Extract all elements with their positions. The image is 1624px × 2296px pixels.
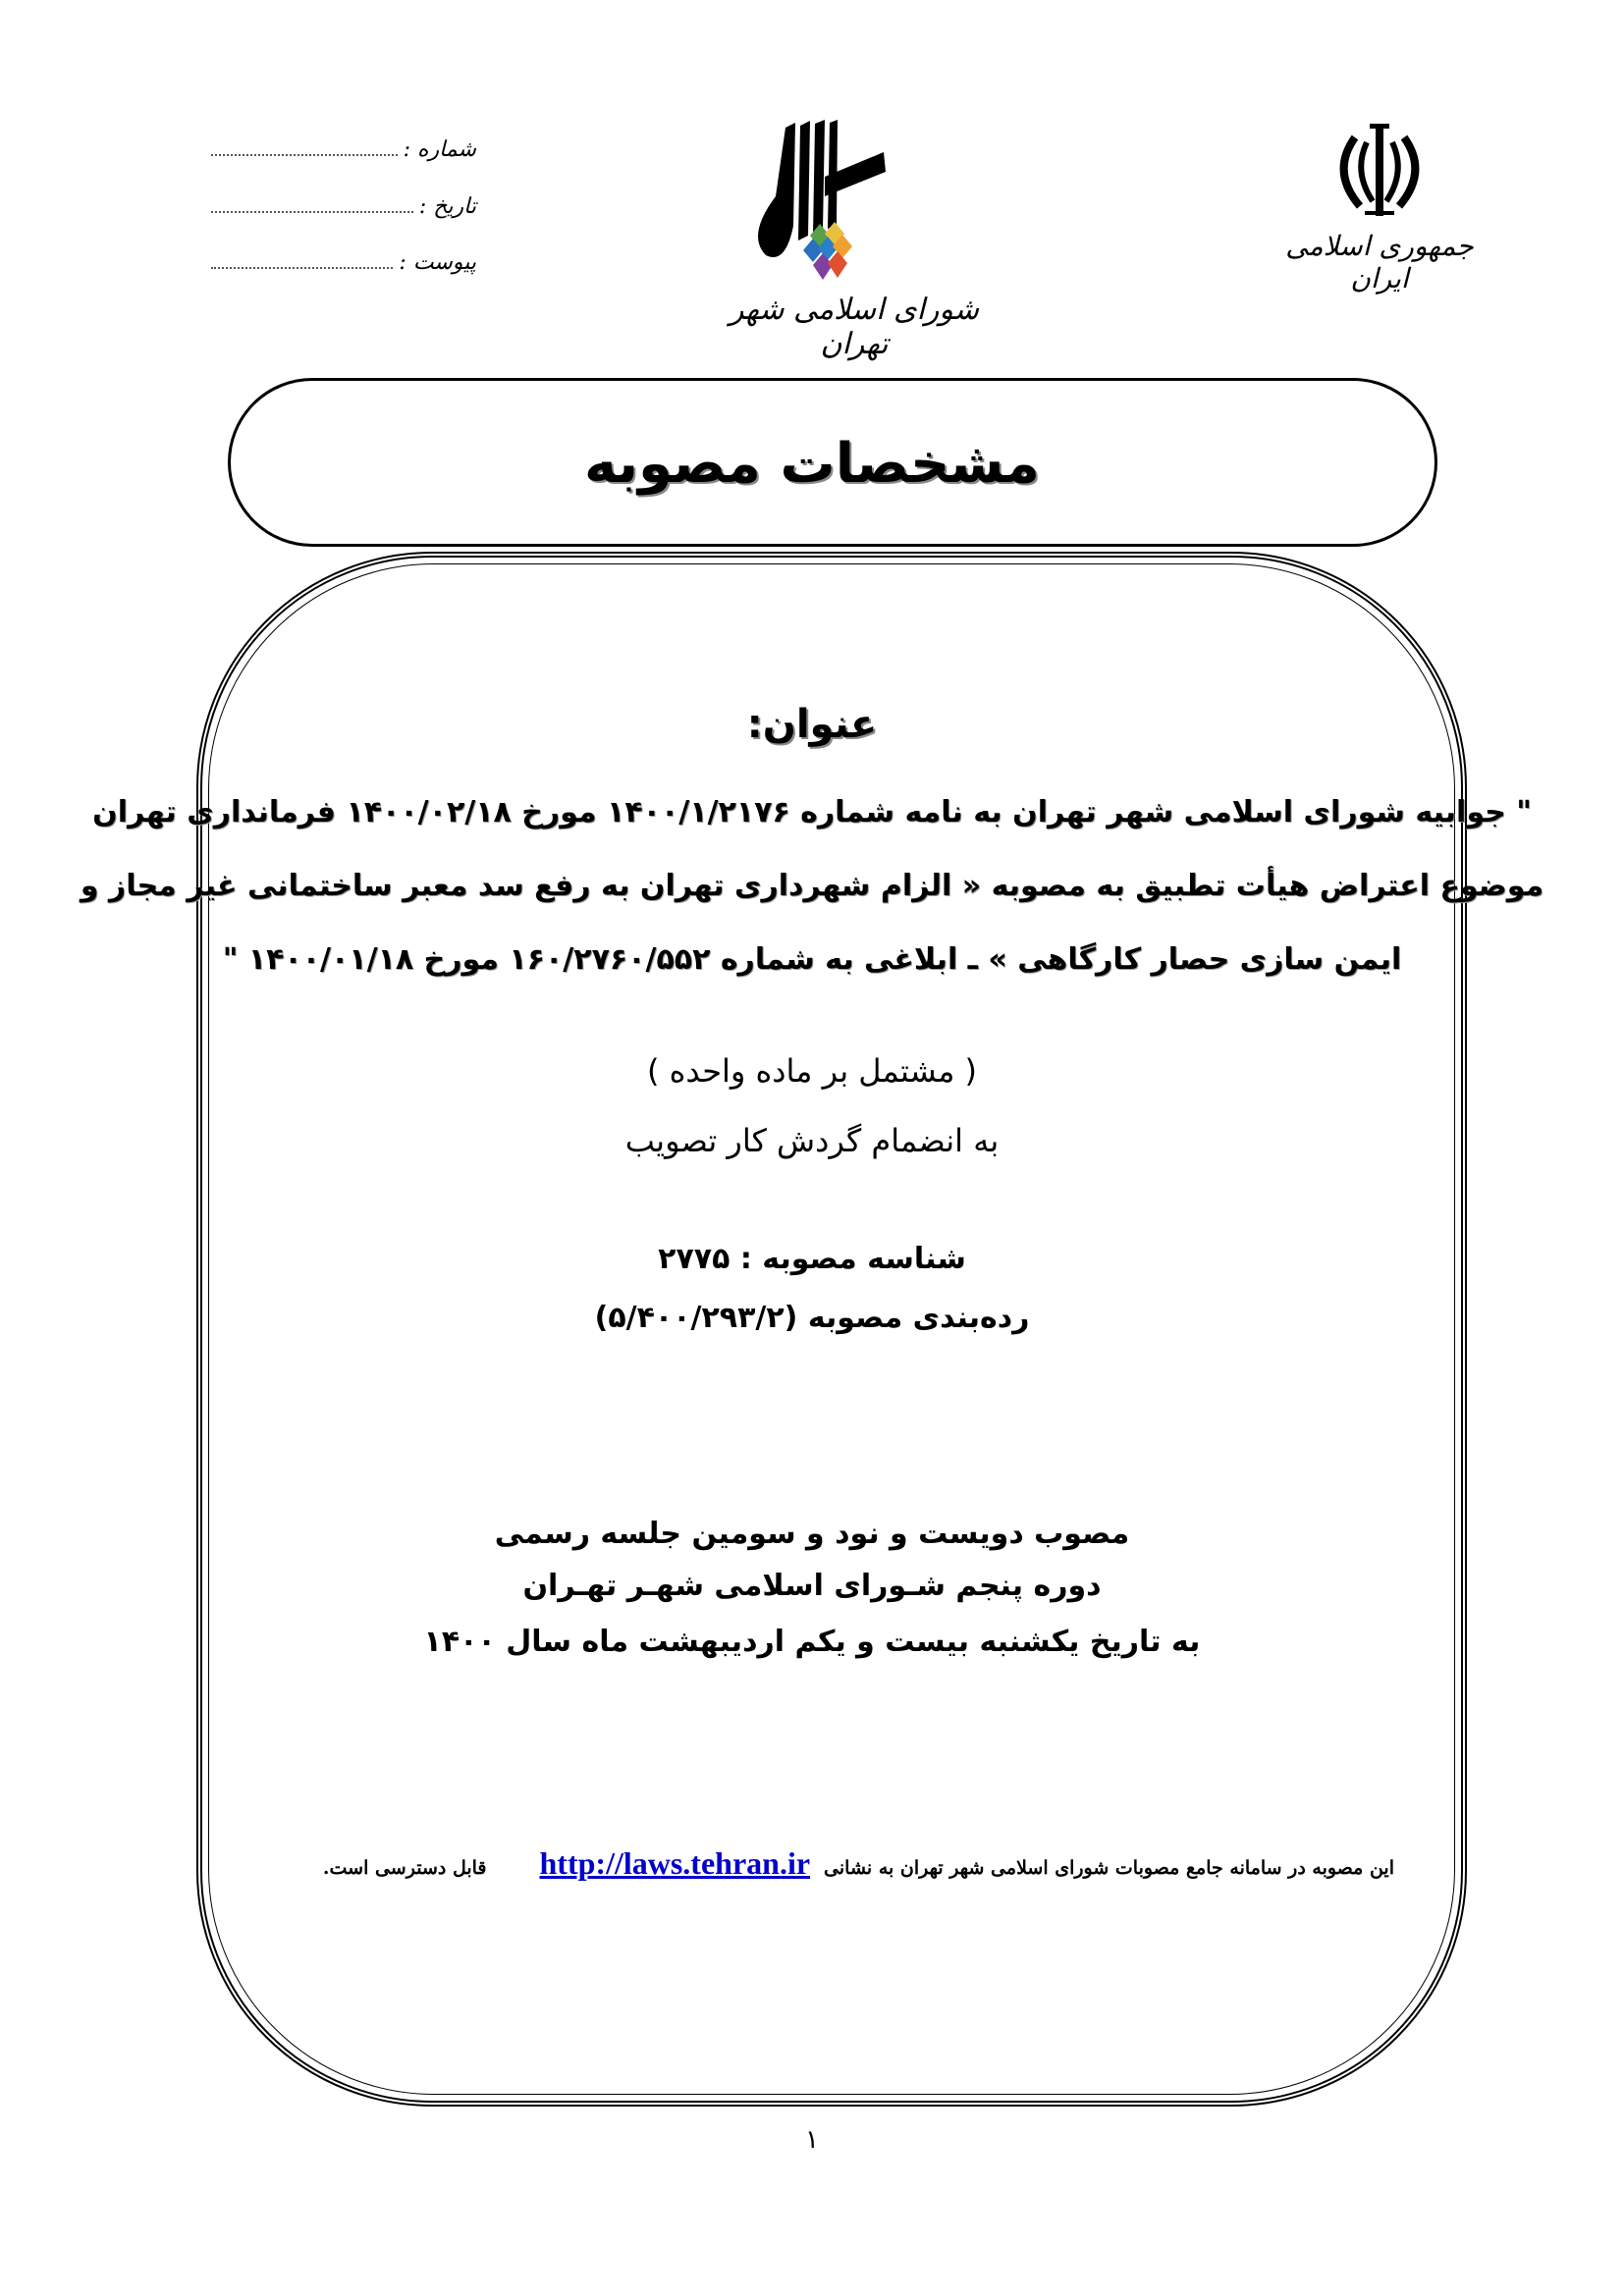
- dotted-line: [211, 267, 393, 269]
- subject-line: موضوع اعتراض هیأت تطبیق به مصوبه « الزام شهرداری تهران به رفع سد معبر ساختمانی غیر مجاز و: [80, 869, 1544, 903]
- council-logo-icon: [727, 118, 982, 285]
- page-number: ۱: [805, 2125, 819, 2155]
- council-logo-text: شورای اسلامی شهر تهران: [730, 293, 979, 361]
- footer-prefix: این مصوبه در سامانه جامع مصوبات شورای اسلامی شهر تهران به نشانی: [824, 1857, 1394, 1879]
- attachment-field: [211, 250, 476, 275]
- contains-note: ( مشتمل بر ماده واحده ): [646, 1052, 978, 1090]
- tehran-council-logo: [727, 118, 982, 361]
- subject-heading: عنوان:: [746, 702, 878, 747]
- iran-emblem-icon: [1326, 118, 1434, 226]
- resolution-id: شناسه مصوبه : ۲۷۷۵: [658, 1242, 966, 1276]
- approval-date: به تاریخ یکشنبه بیست و یکم اردیبهشت ماه سال ۱۴۰۰: [423, 1625, 1201, 1659]
- iran-emblem: [1276, 118, 1483, 294]
- attachment-label: پیوست :: [399, 250, 476, 275]
- subject-line: " جوابیه شورای اسلامی شهر تهران به نامه شماره ۱۴۰۰/۱/۲۱۷۶ مورخ ۱۴۰۰/۰۲/۱۸ فرمانداری تهران: [92, 795, 1532, 829]
- attachment-note: به انضمام گردش کار تصویب: [624, 1122, 1000, 1159]
- approval-term: دوره پنجم شـورای اسلامی شهـر تهـران: [522, 1569, 1102, 1603]
- footer-note: [236, 1845, 1394, 1882]
- subject-line: ایمن سازی حصار کارگاهی » ـ ابلاغی به شماره ۱۶۰/۲۷۶۰/۵۵۲ مورخ ۱۴۰۰/۰۱/۱۸ ": [222, 942, 1402, 977]
- resolution-classification: رده‌بندی مصوبه (۵/۴۰۰/۲۹۳/۲): [594, 1301, 1030, 1335]
- page-title: مشخصات مصوبه: [584, 432, 1040, 496]
- date-field: [211, 194, 476, 219]
- approval-session: مصوب دویست و نود و سومین جلسه رسمی: [494, 1517, 1130, 1551]
- dotted-line: [211, 211, 413, 213]
- dotted-line: [211, 154, 398, 156]
- number-field: [211, 137, 476, 162]
- laws-link[interactable]: http://laws.tehran.ir: [539, 1845, 811, 1881]
- number-label: شماره :: [403, 137, 476, 162]
- emblem-text: جمهوری اسلامی ایران: [1285, 230, 1474, 294]
- date-label: تاریخ :: [418, 194, 476, 219]
- footer-suffix: قابل دسترسی است.: [322, 1857, 487, 1879]
